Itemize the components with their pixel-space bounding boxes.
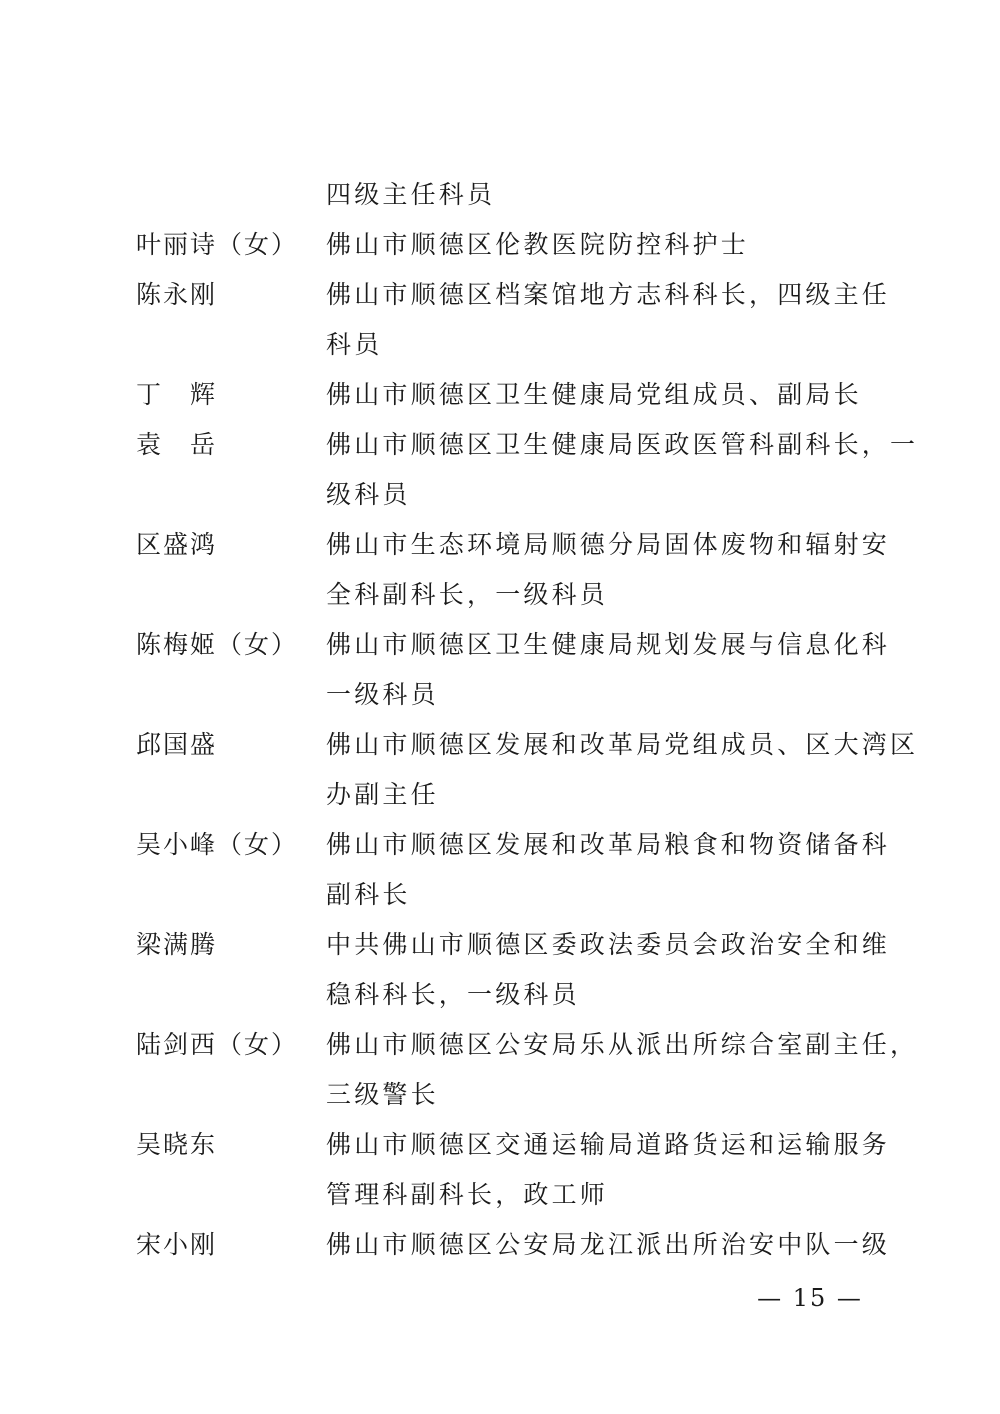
entry-description-line: 管理科副科长，政工师 [326, 1180, 609, 1209]
entry-name: 区盛鸿 [136, 530, 218, 559]
entry-description-line: 佛山市生态环境局顺德分局固体废物和辐射安 [326, 530, 891, 559]
entry-name: 叶丽诗（女） [136, 230, 299, 259]
entry-description-line: 稳科科长，一级科员 [326, 980, 580, 1009]
entry-description-line: 中共佛山市顺德区委政法委员会政治安全和维 [326, 930, 891, 959]
entry-description-line: 全科副科长，一级科员 [326, 580, 609, 609]
entry-description-line: 四级主任科员 [326, 180, 496, 209]
entry-description-line: 佛山市顺德区交通运输局道路货运和运输服务 [326, 1130, 891, 1159]
entry-description-line: 副科长 [326, 880, 411, 909]
entry-description-line: 佛山市顺德区卫生健康局党组成员、副局长 [326, 380, 862, 409]
entry-name: 陈梅姬（女） [136, 630, 299, 659]
entry-description-line: 佛山市顺德区公安局乐从派出所综合室副主任， [326, 1030, 919, 1059]
entry-description-line: 佛山市顺德区发展和改革局党组成员、区大湾区 [326, 730, 919, 759]
entry-description-line: 佛山市顺德区卫生健康局规划发展与信息化科 [326, 630, 891, 659]
entry-description-line: 佛山市顺德区档案馆地方志科科长，四级主任 [326, 280, 891, 309]
entry-name: 陆剑西（女） [136, 1030, 299, 1059]
entry-description-line: 佛山市顺德区卫生健康局医政医管科副科长，一 [326, 430, 919, 459]
entry-description-line: 佛山市顺德区伦教医院防控科护士 [326, 230, 750, 259]
entry-name: 宋小刚 [136, 1230, 218, 1259]
entry-description-line: 科员 [326, 330, 383, 359]
entry-name: 陈永刚 [136, 280, 218, 309]
entry-description-line: 级科员 [326, 480, 411, 509]
entry-description-line: 一级科员 [326, 680, 439, 709]
entry-description-line: 三级警长 [326, 1080, 439, 1109]
entry-description-line: 佛山市顺德区公安局龙江派出所治安中队一级 [326, 1230, 891, 1259]
entry-name: 丁 辉 [136, 380, 218, 409]
page-number: — 15 — [757, 1284, 863, 1312]
entry-name: 梁满腾 [136, 930, 218, 959]
entry-name: 吴小峰（女） [136, 830, 299, 859]
entry-name: 袁 岳 [136, 430, 218, 459]
entry-name: 吴晓东 [136, 1130, 218, 1159]
entry-description-line: 佛山市顺德区发展和改革局粮食和物资储备科 [326, 830, 891, 859]
entry-description-line: 办副主任 [326, 780, 439, 809]
entry-name: 邱国盛 [136, 730, 218, 759]
